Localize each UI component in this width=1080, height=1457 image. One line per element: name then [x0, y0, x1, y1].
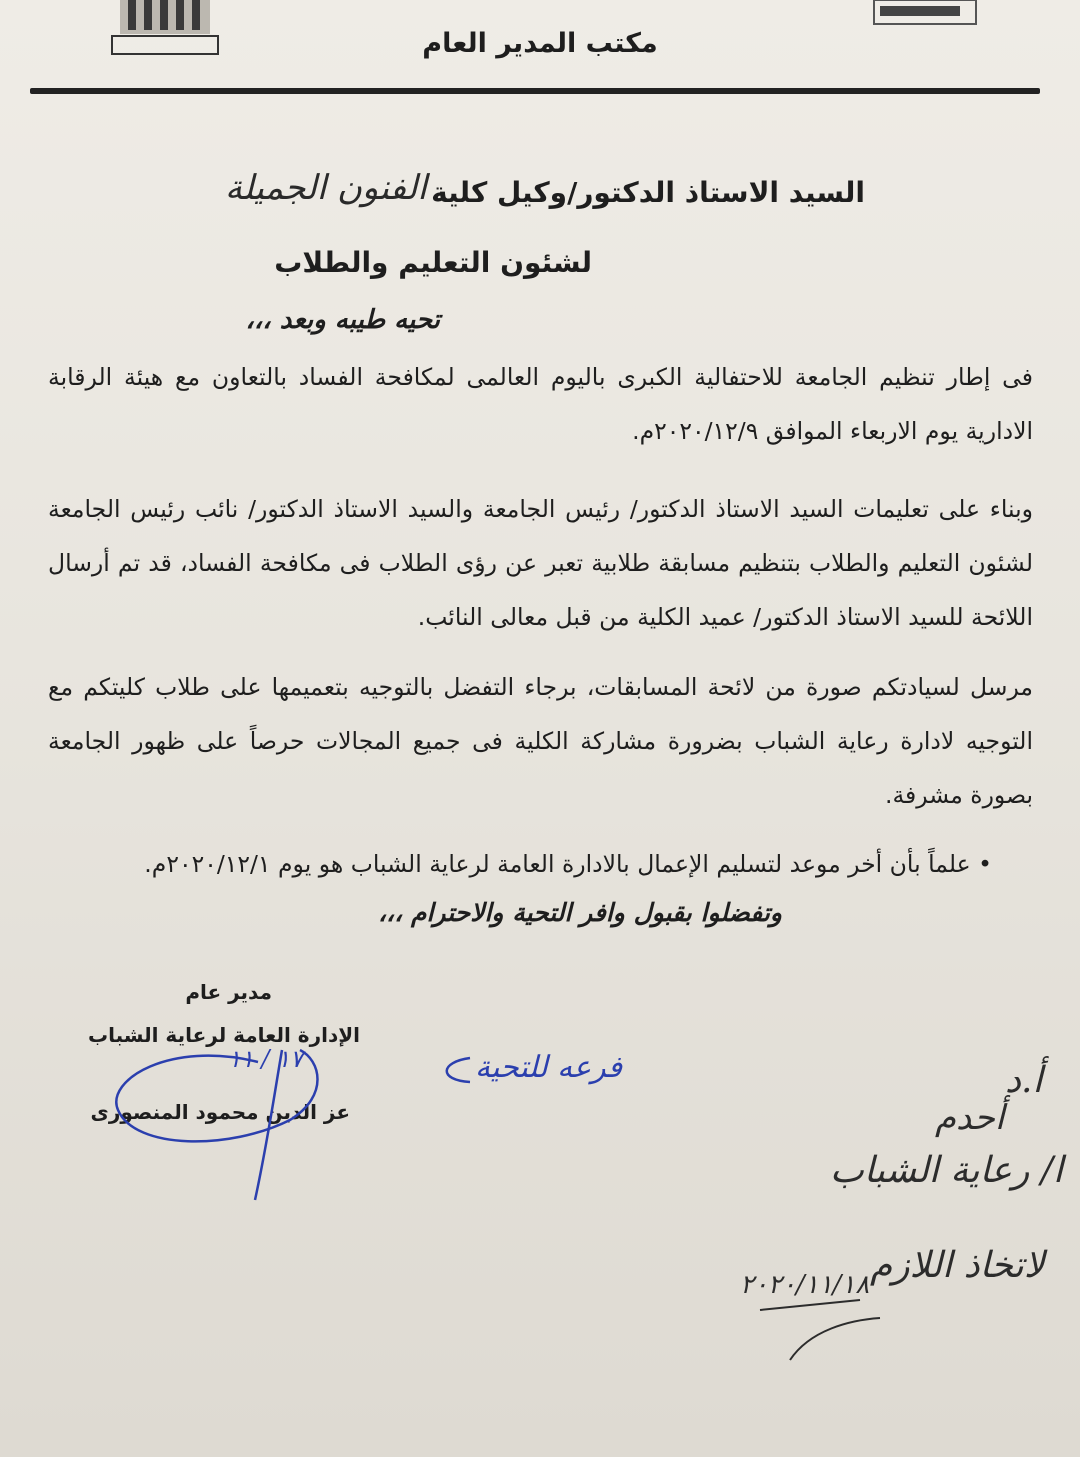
- header-divider: [30, 88, 1040, 94]
- closing-salutation: وتفضلوا بقبول وافر التحية والاحترام ،،،: [378, 898, 782, 927]
- handwritten-college-name: الفنون الجميلة: [225, 168, 427, 208]
- signature-name: عز الدين محمود المنصورى: [90, 1100, 350, 1124]
- paragraph-celebration: فى إطار تنظيم الجامعة للاحتفالية الكبرى باليوم العالمى لمكافحة الفساد بالتعاون مع هيئة الرقابة الادارية يوم الاربعاء الموافق ٢٠٢٠/١٢/٩م.: [48, 363, 1033, 445]
- handwritten-note-4: لاتخاذ اللازم: [870, 1245, 1045, 1286]
- handwritten-note-1: أ.د: [1005, 1060, 1043, 1101]
- signature-role: مدير عام: [185, 980, 272, 1004]
- handwritten-note-date: ٢٠٢٠/١١/١٨: [740, 1270, 870, 1300]
- handwritten-note-2: أحدم: [935, 1098, 1005, 1138]
- handwritten-referral: فرعه للتحية: [475, 1050, 623, 1085]
- youth-affairs-logo: [110, 0, 220, 56]
- paragraph-request: مرسل لسيادتكم صورة من لائحة المسابقات، برجاء التفضل بالتوجيه بتعميمها على طلاب كليتكم مع التوجيه لادارة رعاية الشباب بضرورة مشاركة الكلية فى جميع المجالات حرصاً على ظهور الجامعة بصورة مشرفة.: [48, 673, 1033, 809]
- handwritten-note-3: ا/ رعاية الشباب: [830, 1150, 1063, 1191]
- addressee: السيد الاستاذ الدكتور/وكيل كلية: [431, 176, 865, 209]
- university-logo: [870, 0, 980, 28]
- office-title: مكتب المدير العام: [422, 28, 658, 59]
- addressee-affairs: لشئون التعليم والطلاب: [274, 246, 592, 279]
- greeting: تحيه طيبه وبعد ،،،: [245, 305, 440, 335]
- paragraph-instructions: وبناء على تعليمات السيد الاستاذ الدكتور/ رئيس الجامعة والسيد الاستاذ الدكتور/ نائب رئيس الجامعة لشئون التعليم والطلاب بتنظيم مسابقة طلابية تعبر عن رؤى الطلاب فى مكافحة الفساد، قد تم أرسال اللائحة للسيد الاستاذ الدكتور/ عميد الكلية من قبل معالى النائب.: [48, 495, 1033, 631]
- handwritten-signature-date: ١٧ / ١١: [228, 1045, 303, 1073]
- deadline-note: • علماً بأن أخر موعد لتسليم الإعمال بالادارة العامة لرعاية الشباب هو يوم ٢٠٢٠/١٢/١م.: [144, 850, 992, 878]
- signature-department: الإدارة العامة لرعاية الشباب: [87, 1023, 360, 1047]
